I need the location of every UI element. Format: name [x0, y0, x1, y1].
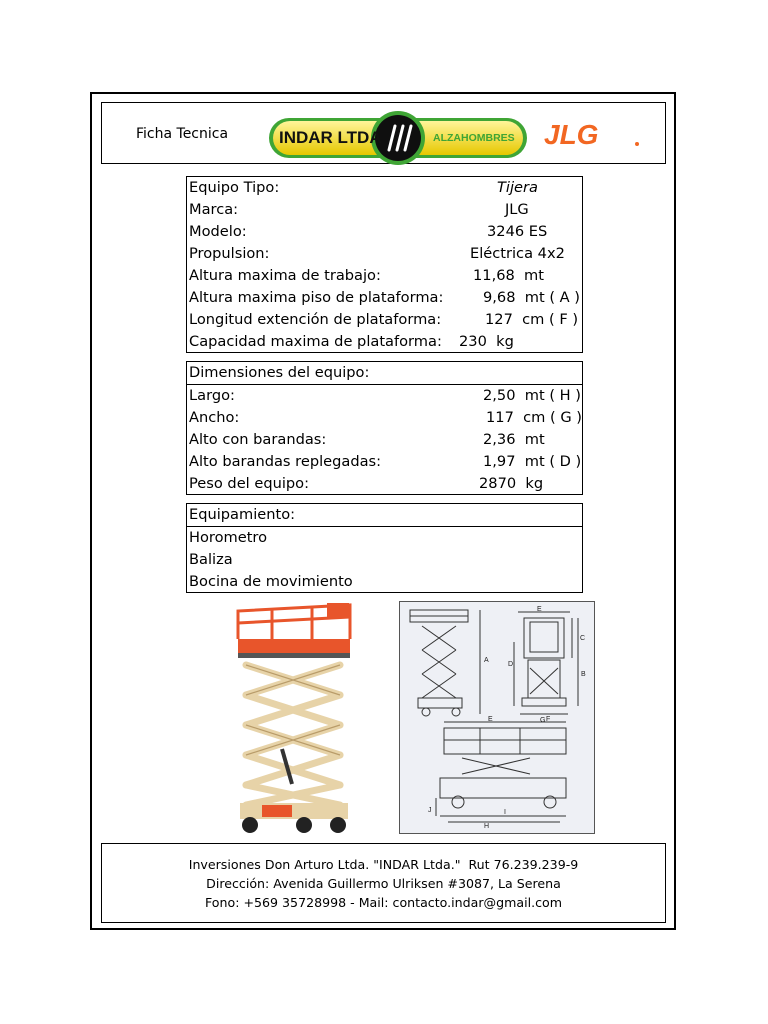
dimension-label: Ancho:: [189, 409, 240, 426]
indar-logo: [267, 110, 529, 166]
dimension-label: Largo:: [189, 387, 235, 404]
diagram-label-e-bottom: E: [488, 716, 493, 723]
dimension-value: 2870 kg: [479, 475, 544, 492]
spec-label: Modelo:: [189, 223, 247, 240]
dimension-value: 117 cm ( G ): [486, 409, 582, 426]
diagram-label-i: I: [504, 809, 506, 816]
dimension-value: 1,97 mt ( D ): [483, 453, 582, 470]
spec-row: [187, 221, 582, 243]
spec-value: Tijera: [497, 179, 538, 196]
dimension-row: [187, 451, 582, 473]
footer-company: Inversiones Don Arturo Ltda. "INDAR Ltda." Rut 76.239.239-9: [188, 857, 579, 872]
spec-row: [187, 331, 582, 353]
company-footer: [101, 843, 666, 923]
spec-label: Capacidad maxima de plataforma:: [189, 333, 442, 350]
equipment-item: Horometro: [189, 529, 268, 546]
spec-row: [187, 199, 582, 221]
spec-label: Equipo Tipo:: [189, 179, 280, 196]
spec-label: Propulsion:: [189, 245, 270, 262]
jlg-logo-text: JLG: [544, 119, 599, 149]
diagram-label-e-top: E: [537, 606, 542, 613]
dimensions-table: [186, 361, 583, 495]
dimension-label: Alto barandas replegadas:: [189, 453, 382, 470]
scissor-lift-photo: [232, 599, 362, 839]
logo-left-text: INDAR LTDA: [279, 128, 382, 147]
diagram-label-b: B: [581, 671, 586, 678]
spec-value: 9,68 mt ( A ): [483, 289, 580, 306]
equipment-item: Bocina de movimiento: [189, 573, 353, 590]
spec-label: Altura maxima piso de plataforma:: [189, 289, 444, 306]
dimension-row: [187, 473, 582, 495]
spec-value: JLG: [505, 201, 529, 218]
spec-value: 230 kg: [459, 333, 514, 350]
spec-sheet: [90, 92, 676, 930]
equipment-heading: Equipamiento:: [189, 506, 296, 523]
spec-row: [187, 309, 582, 331]
spec-row: [187, 243, 582, 265]
footer-contact: Fono: +569 35728998 - Mail: contacto.indar@gmail.com: [205, 895, 562, 910]
dimension-label: Alto con barandas:: [189, 431, 327, 448]
spec-value: 11,68 mt: [473, 267, 544, 284]
spec-value: 3246 ES: [487, 223, 548, 240]
footer-address: Dirección: Avenida Guillermo Ulriksen #3087, La Serena: [206, 876, 561, 891]
general-specs-table: [186, 176, 583, 353]
equipment-table: [186, 503, 583, 593]
equipment-heading-row: [187, 504, 582, 527]
spec-row: [187, 177, 582, 199]
dimension-row: [187, 385, 582, 407]
spec-label: Longitud extención de plataforma:: [189, 311, 442, 328]
dimension-value: 2,36 mt: [483, 431, 545, 448]
spec-value: 127 cm ( F ): [485, 311, 579, 328]
jlg-logo: [542, 119, 642, 149]
dimension-row: [187, 429, 582, 451]
spec-row: [187, 265, 582, 287]
spec-value: Eléctrica 4x2: [470, 245, 565, 262]
page-title: Ficha Tecnica: [136, 126, 229, 142]
spec-label: Altura maxima de trabajo:: [189, 267, 381, 284]
diagram-label-a: A: [484, 657, 489, 664]
diagram-label-g: G: [540, 717, 546, 724]
diagram-label-f: F: [546, 716, 551, 723]
dimension-diagram: [399, 601, 595, 834]
spec-row: [187, 287, 582, 309]
dimension-diagram-drawing: [400, 602, 594, 833]
dimension-label: Peso del equipo:: [189, 475, 310, 492]
diagram-label-j: J: [428, 807, 432, 814]
equipment-item: Baliza: [189, 551, 233, 568]
header-box: [101, 102, 666, 164]
logo-right-text: ALZAHOMBRES: [433, 132, 515, 144]
diagram-label-h: H: [484, 823, 490, 830]
spec-label: Marca:: [189, 201, 239, 218]
dimension-value: 2,50 mt ( H ): [483, 387, 581, 404]
diagram-label-d: D: [508, 661, 514, 668]
diagram-label-c: C: [580, 635, 586, 642]
dimension-row: [187, 407, 582, 429]
dimensions-heading-row: [187, 362, 582, 385]
dimensions-heading: Dimensiones del equipo:: [189, 364, 370, 381]
